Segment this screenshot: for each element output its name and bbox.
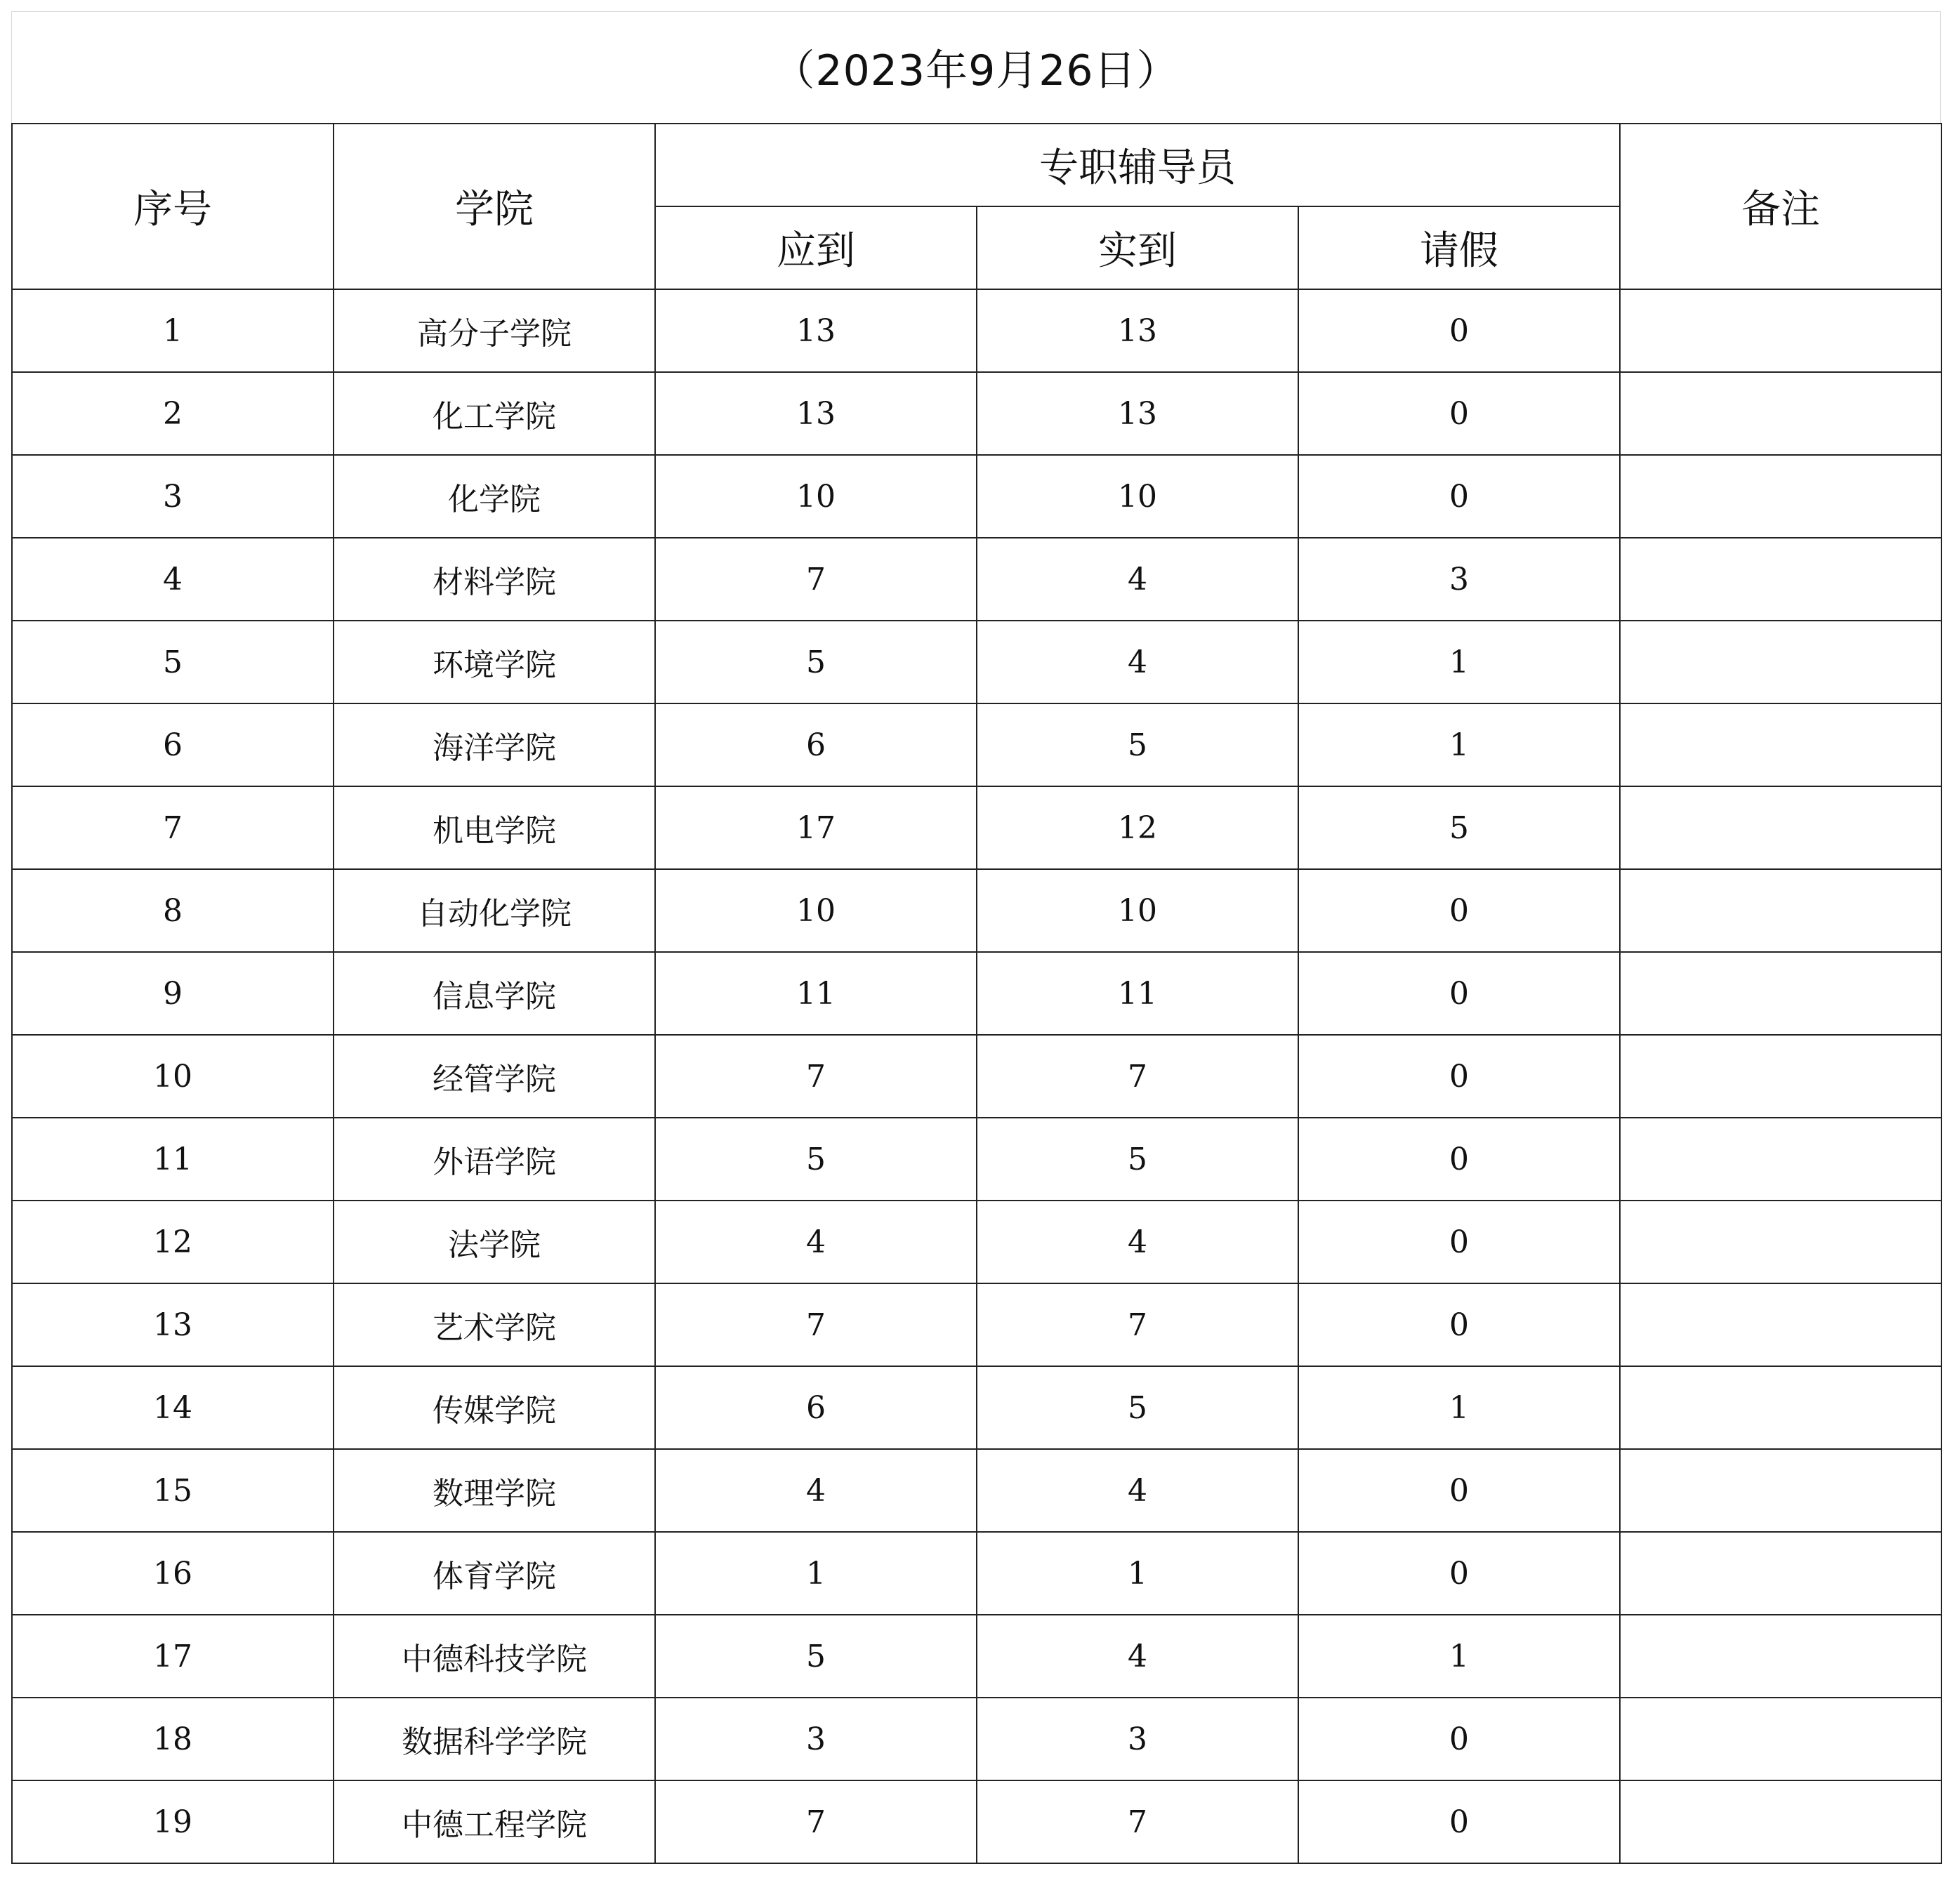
cell-expected: 11 — [655, 952, 977, 1035]
cell-seq: 16 — [12, 1532, 334, 1615]
cell-leave: 0 — [1298, 289, 1620, 372]
cell-actual: 13 — [977, 289, 1298, 372]
cell-remark — [1620, 455, 1941, 538]
cell-expected: 13 — [655, 372, 977, 455]
header-seq: 序号 — [12, 124, 334, 289]
cell-leave: 1 — [1298, 703, 1620, 786]
cell-leave: 0 — [1298, 372, 1620, 455]
cell-seq: 13 — [12, 1283, 334, 1366]
cell-expected: 4 — [655, 1201, 977, 1283]
header-leave: 请假 — [1298, 206, 1620, 289]
cell-college: 自动化学院 — [334, 869, 655, 952]
cell-expected: 7 — [655, 1035, 977, 1118]
cell-actual: 13 — [977, 372, 1298, 455]
cell-remark — [1620, 1780, 1941, 1863]
cell-actual: 4 — [977, 621, 1298, 703]
cell-remark — [1620, 1035, 1941, 1118]
table-row — [12, 703, 1941, 786]
cell-seq: 3 — [12, 455, 334, 538]
table-row — [12, 1035, 1941, 1118]
cell-remark — [1620, 621, 1941, 703]
cell-college: 中德科技学院 — [334, 1615, 655, 1698]
cell-seq: 17 — [12, 1615, 334, 1698]
cell-remark — [1620, 1118, 1941, 1201]
cell-college: 法学院 — [334, 1201, 655, 1283]
cell-leave: 0 — [1298, 869, 1620, 952]
cell-expected: 3 — [655, 1698, 977, 1780]
table-row — [12, 289, 1941, 372]
cell-remark — [1620, 786, 1941, 869]
cell-leave: 0 — [1298, 1698, 1620, 1780]
cell-seq: 10 — [12, 1035, 334, 1118]
cell-leave: 0 — [1298, 952, 1620, 1035]
cell-expected: 4 — [655, 1449, 977, 1532]
header-expected: 应到 — [655, 206, 977, 289]
cell-expected: 5 — [655, 1118, 977, 1201]
sheet-date-title: （2023年9月26日） — [11, 11, 1941, 123]
cell-actual: 5 — [977, 703, 1298, 786]
cell-actual: 1 — [977, 1532, 1298, 1615]
cell-remark — [1620, 1615, 1941, 1698]
cell-college: 高分子学院 — [334, 289, 655, 372]
cell-actual: 7 — [977, 1283, 1298, 1366]
cell-actual: 12 — [977, 786, 1298, 869]
cell-expected: 10 — [655, 455, 977, 538]
cell-seq: 1 — [12, 289, 334, 372]
cell-remark — [1620, 869, 1941, 952]
table-row — [12, 1780, 1941, 1863]
cell-remark — [1620, 1283, 1941, 1366]
cell-seq: 8 — [12, 869, 334, 952]
cell-expected: 7 — [655, 538, 977, 621]
cell-expected: 7 — [655, 1780, 977, 1863]
cell-seq: 15 — [12, 1449, 334, 1532]
cell-expected: 10 — [655, 869, 977, 952]
cell-seq: 9 — [12, 952, 334, 1035]
cell-remark — [1620, 1201, 1941, 1283]
cell-actual: 4 — [977, 1201, 1298, 1283]
cell-seq: 6 — [12, 703, 334, 786]
cell-leave: 0 — [1298, 1118, 1620, 1201]
cell-leave: 0 — [1298, 1283, 1620, 1366]
cell-leave: 0 — [1298, 1780, 1620, 1863]
cell-actual: 7 — [977, 1780, 1298, 1863]
cell-seq: 5 — [12, 621, 334, 703]
cell-leave: 0 — [1298, 1201, 1620, 1283]
cell-leave: 0 — [1298, 1532, 1620, 1615]
cell-college: 外语学院 — [334, 1118, 655, 1201]
cell-expected: 7 — [655, 1283, 977, 1366]
cell-actual: 4 — [977, 1615, 1298, 1698]
cell-leave: 3 — [1298, 538, 1620, 621]
cell-seq: 19 — [12, 1780, 334, 1863]
cell-actual: 10 — [977, 455, 1298, 538]
cell-actual: 5 — [977, 1118, 1298, 1201]
header-row-top — [12, 124, 1941, 206]
table-row — [12, 372, 1941, 455]
cell-college: 体育学院 — [334, 1532, 655, 1615]
table-row — [12, 538, 1941, 621]
cell-actual: 3 — [977, 1698, 1298, 1780]
cell-leave: 1 — [1298, 1615, 1620, 1698]
cell-remark — [1620, 372, 1941, 455]
table-row — [12, 786, 1941, 869]
cell-college: 海洋学院 — [334, 703, 655, 786]
cell-college: 中德工程学院 — [334, 1780, 655, 1863]
table-row — [12, 1698, 1941, 1780]
cell-actual: 7 — [977, 1035, 1298, 1118]
cell-remark — [1620, 952, 1941, 1035]
table-row — [12, 1532, 1941, 1615]
table-row — [12, 952, 1941, 1035]
cell-actual: 5 — [977, 1366, 1298, 1449]
cell-expected: 1 — [655, 1532, 977, 1615]
table-row — [12, 1283, 1941, 1366]
cell-seq: 14 — [12, 1366, 334, 1449]
cell-actual: 11 — [977, 952, 1298, 1035]
header-remark: 备注 — [1620, 124, 1941, 289]
cell-expected: 6 — [655, 703, 977, 786]
cell-actual: 4 — [977, 538, 1298, 621]
table-row — [12, 1201, 1941, 1283]
table-row — [12, 1118, 1941, 1201]
cell-seq: 2 — [12, 372, 334, 455]
cell-college: 化工学院 — [334, 372, 655, 455]
header-college: 学院 — [334, 124, 655, 289]
cell-expected: 5 — [655, 1615, 977, 1698]
cell-remark — [1620, 1532, 1941, 1615]
cell-remark — [1620, 1449, 1941, 1532]
cell-leave: 1 — [1298, 621, 1620, 703]
table-row — [12, 869, 1941, 952]
cell-actual: 4 — [977, 1449, 1298, 1532]
cell-expected: 17 — [655, 786, 977, 869]
cell-expected: 13 — [655, 289, 977, 372]
cell-college: 化学院 — [334, 455, 655, 538]
table-row — [12, 1615, 1941, 1698]
attendance-sheet — [11, 11, 1941, 1893]
cell-remark — [1620, 1698, 1941, 1780]
cell-college: 机电学院 — [334, 786, 655, 869]
cell-seq: 18 — [12, 1698, 334, 1780]
cell-leave: 5 — [1298, 786, 1620, 869]
cell-college: 环境学院 — [334, 621, 655, 703]
cell-leave: 0 — [1298, 1449, 1620, 1532]
cell-college: 信息学院 — [334, 952, 655, 1035]
table-row — [12, 1449, 1941, 1532]
cell-leave: 0 — [1298, 455, 1620, 538]
cell-remark — [1620, 1366, 1941, 1449]
cell-college: 传媒学院 — [334, 1366, 655, 1449]
cell-expected: 6 — [655, 1366, 977, 1449]
cell-remark — [1620, 289, 1941, 372]
table-row — [12, 455, 1941, 538]
cell-seq: 11 — [12, 1118, 334, 1201]
cell-seq: 4 — [12, 538, 334, 621]
table-body — [12, 289, 1941, 1863]
table-row — [12, 621, 1941, 703]
cell-college: 数据科学学院 — [334, 1698, 655, 1780]
cell-expected: 5 — [655, 621, 977, 703]
cell-remark — [1620, 538, 1941, 621]
cell-actual: 10 — [977, 869, 1298, 952]
attendance-table — [11, 123, 1942, 1864]
table-row — [12, 1366, 1941, 1449]
cell-leave: 0 — [1298, 1035, 1620, 1118]
cell-seq: 12 — [12, 1201, 334, 1283]
cell-college: 材料学院 — [334, 538, 655, 621]
cell-college: 数理学院 — [334, 1449, 655, 1532]
cell-college: 艺术学院 — [334, 1283, 655, 1366]
cell-leave: 1 — [1298, 1366, 1620, 1449]
cell-seq: 7 — [12, 786, 334, 869]
cell-remark — [1620, 703, 1941, 786]
header-counselor-group: 专职辅导员 — [655, 124, 1620, 206]
cell-college: 经管学院 — [334, 1035, 655, 1118]
header-actual: 实到 — [977, 206, 1298, 289]
